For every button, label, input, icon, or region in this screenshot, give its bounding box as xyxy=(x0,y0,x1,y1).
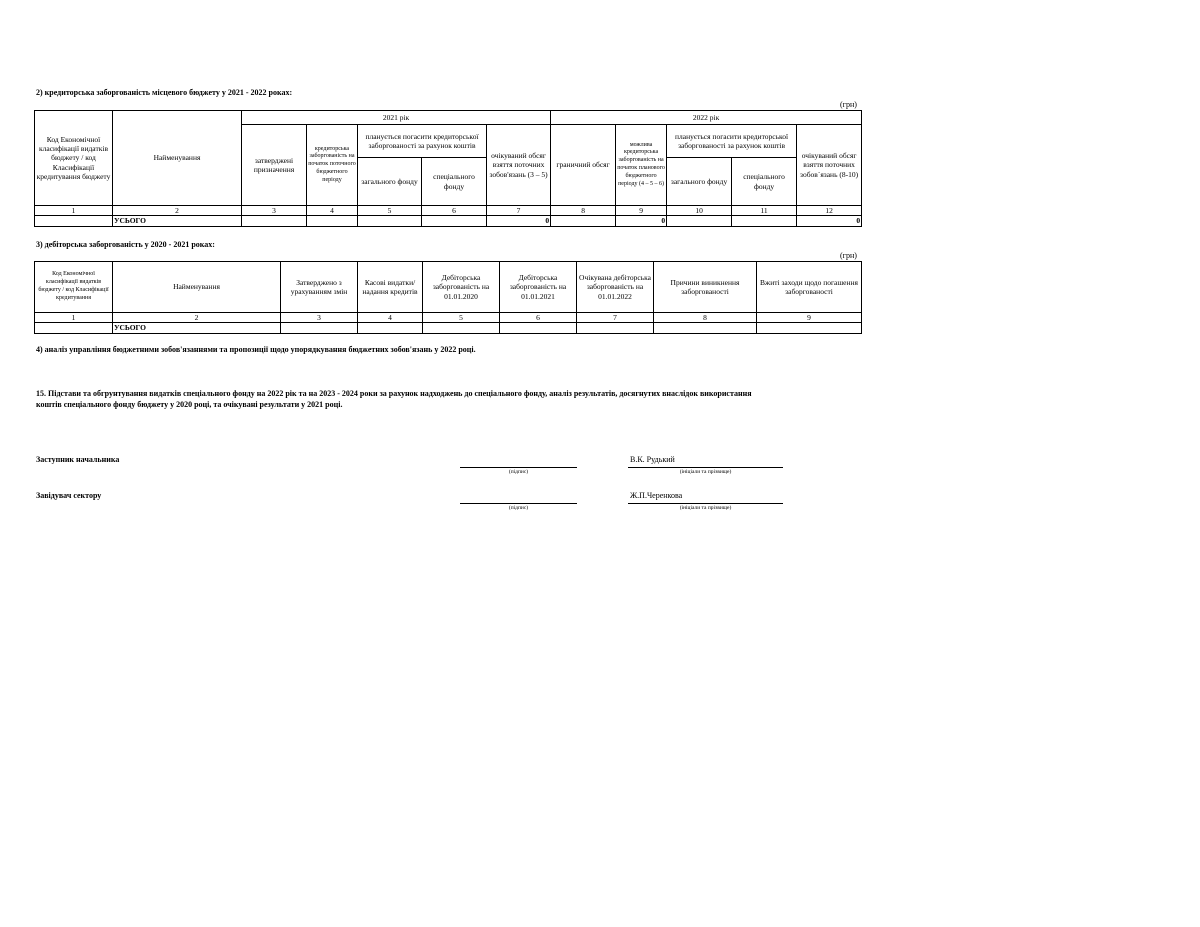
col-number: 6 xyxy=(500,313,577,323)
col-number: 11 xyxy=(732,206,797,216)
col-number: 10 xyxy=(667,206,732,216)
table-cell xyxy=(667,216,732,226)
table-cell xyxy=(242,216,307,226)
table-cell xyxy=(358,216,422,226)
col-number: 8 xyxy=(654,313,757,323)
total-row xyxy=(35,323,862,333)
signer-name: Ж.П.Черенкова xyxy=(630,491,683,500)
col-header-expected-2022: очікуваний обсяг взяття поточних зобов`язань (8-10) xyxy=(797,125,862,206)
total-row xyxy=(35,216,862,226)
col-number: 1 xyxy=(35,206,113,216)
col-number: 1 xyxy=(35,313,113,323)
table-cell xyxy=(35,323,113,333)
col-header-general-fund: загального фонду xyxy=(358,158,422,206)
table-cell xyxy=(551,216,616,226)
col-number: 9 xyxy=(757,313,862,323)
col-header-expected-2021: очікуваний обсяг взяття поточних зобов'язань (3 – 5) xyxy=(487,125,551,206)
col-header-expected-debit: Очікувана дебіторська заборгованість на 01.01.2022 xyxy=(577,262,654,313)
col-header-special-fund: спеціального фонду xyxy=(422,158,487,206)
col-number: 7 xyxy=(577,313,654,323)
column-number-row xyxy=(35,206,862,216)
total-expected-2021: 0 xyxy=(487,216,551,226)
table-cell xyxy=(732,216,797,226)
signature-caption: (підпис) xyxy=(508,469,529,475)
col-number: 8 xyxy=(551,206,616,216)
col-number: 3 xyxy=(281,313,358,323)
signature-caption: (підпис) xyxy=(508,505,529,511)
total-expected-2022: 0 xyxy=(797,216,862,226)
col-header-reasons: Причини виникнення заборгованості xyxy=(654,262,757,313)
column-number-row xyxy=(35,313,862,323)
name-line xyxy=(628,503,783,504)
col-number: 7 xyxy=(487,206,551,216)
col-number: 4 xyxy=(307,206,358,216)
col-header-debit-2020: Дебіторська заборгованість на 01.01.2020 xyxy=(423,262,500,313)
signature-line xyxy=(460,503,577,504)
col-header-general-fund-2022: загального фонду xyxy=(667,158,732,206)
col-number: 2 xyxy=(113,206,242,216)
col-header-planned-repay: планується погасити кредиторської заборгованості за рахунок коштів xyxy=(358,125,487,158)
col-number: 5 xyxy=(423,313,500,323)
table-cell xyxy=(422,216,487,226)
table-cell xyxy=(307,216,358,226)
col-number: 9 xyxy=(616,206,667,216)
table-cell xyxy=(577,323,654,333)
col-header-planned-repay-2022: планується погасити кредиторської заборгованості за рахунок коштів xyxy=(667,125,797,158)
col-header-year-2021: 2021 рік xyxy=(242,111,551,125)
signature-position: Завідувач сектору xyxy=(36,491,102,500)
table-cell xyxy=(423,323,500,333)
col-header-name: Найменування xyxy=(113,111,242,206)
col-header-limit: граничний обсяг xyxy=(551,125,616,206)
col-header-approved: затверджені призначення xyxy=(242,125,307,206)
col-header-code: Код Економічної класифікації видатків бюджету / код Класифікації кредитування xyxy=(35,262,113,313)
debtor-debt-table xyxy=(34,261,862,334)
section3-heading: 3) дебіторська заборгованість у 2020 - 2021 роках: xyxy=(36,240,215,249)
col-header-possible-creditor: можлива кредиторська заборгованість на початок планового бюджетного періоду (4 – 5 – 6) xyxy=(616,125,667,206)
section15-text: 15. Підстави та обгрунтування видатків спеціального фонду на 2022 рік та на 2023 - 2024 роки за рахунок надходжень до спеціального фонду, аналіз результатів, досягнутих внаслідок використання коштів спеціального фонду бюджету у 2020 році, та очікувані результати у 2021 році. xyxy=(36,389,752,409)
signer-name: В.К. Рудький xyxy=(630,455,675,464)
col-number: 4 xyxy=(358,313,423,323)
col-header-code: Код Економічної класифікації видатків бюджету / код Класифікації кредитування бюджету xyxy=(35,111,113,206)
col-number: 5 xyxy=(358,206,422,216)
table-cell xyxy=(757,323,862,333)
col-header-cash: Касові видатки/ надання кредитів xyxy=(358,262,423,313)
name-caption: (ініціали та прізвище) xyxy=(679,505,732,511)
col-header-special-fund-2022: спеціального фонду xyxy=(732,158,797,206)
col-number: 3 xyxy=(242,206,307,216)
name-line xyxy=(628,467,783,468)
total-possible-creditor: 0 xyxy=(616,216,667,226)
col-number: 6 xyxy=(422,206,487,216)
signature-line xyxy=(460,467,577,468)
section2-unit: (грн) xyxy=(840,100,857,109)
col-number: 12 xyxy=(797,206,862,216)
table-cell xyxy=(358,323,423,333)
col-header-year-2022: 2022 рік xyxy=(551,111,862,125)
section3-unit: (грн) xyxy=(840,251,857,260)
col-header-debit-2021: Дебіторська заборгованість на 01.01.2021 xyxy=(500,262,577,313)
section4-text: 4) аналіз управління бюджетними зобов'язаннями та пропозиції щодо упорядкування бюджетних зобов'язань у 2022 році. xyxy=(36,345,476,354)
section2-heading: 2) кредиторська заборгованість місцевого бюджету у 2021 - 2022 роках: xyxy=(36,88,293,97)
table-cell xyxy=(500,323,577,333)
table-cell xyxy=(281,323,358,333)
signature-position: Заступник начальника xyxy=(36,455,120,464)
col-header-name: Найменування xyxy=(113,262,281,313)
creditor-debt-table xyxy=(34,110,862,227)
col-header-creditor-start: кредиторська заборгованість на початок поточного бюджетного періоду xyxy=(307,125,358,206)
table-cell xyxy=(35,216,113,226)
name-caption: (ініціали та прізвище) xyxy=(679,469,732,475)
col-header-measures: Вжиті заходи щодо погашення заборгованості xyxy=(757,262,862,313)
col-header-approved: Затверджено з урахуванням змін xyxy=(281,262,358,313)
total-label: УСЬОГО xyxy=(113,323,281,333)
table-cell xyxy=(654,323,757,333)
col-number: 2 xyxy=(113,313,281,323)
total-label: УСЬОГО xyxy=(113,216,242,226)
